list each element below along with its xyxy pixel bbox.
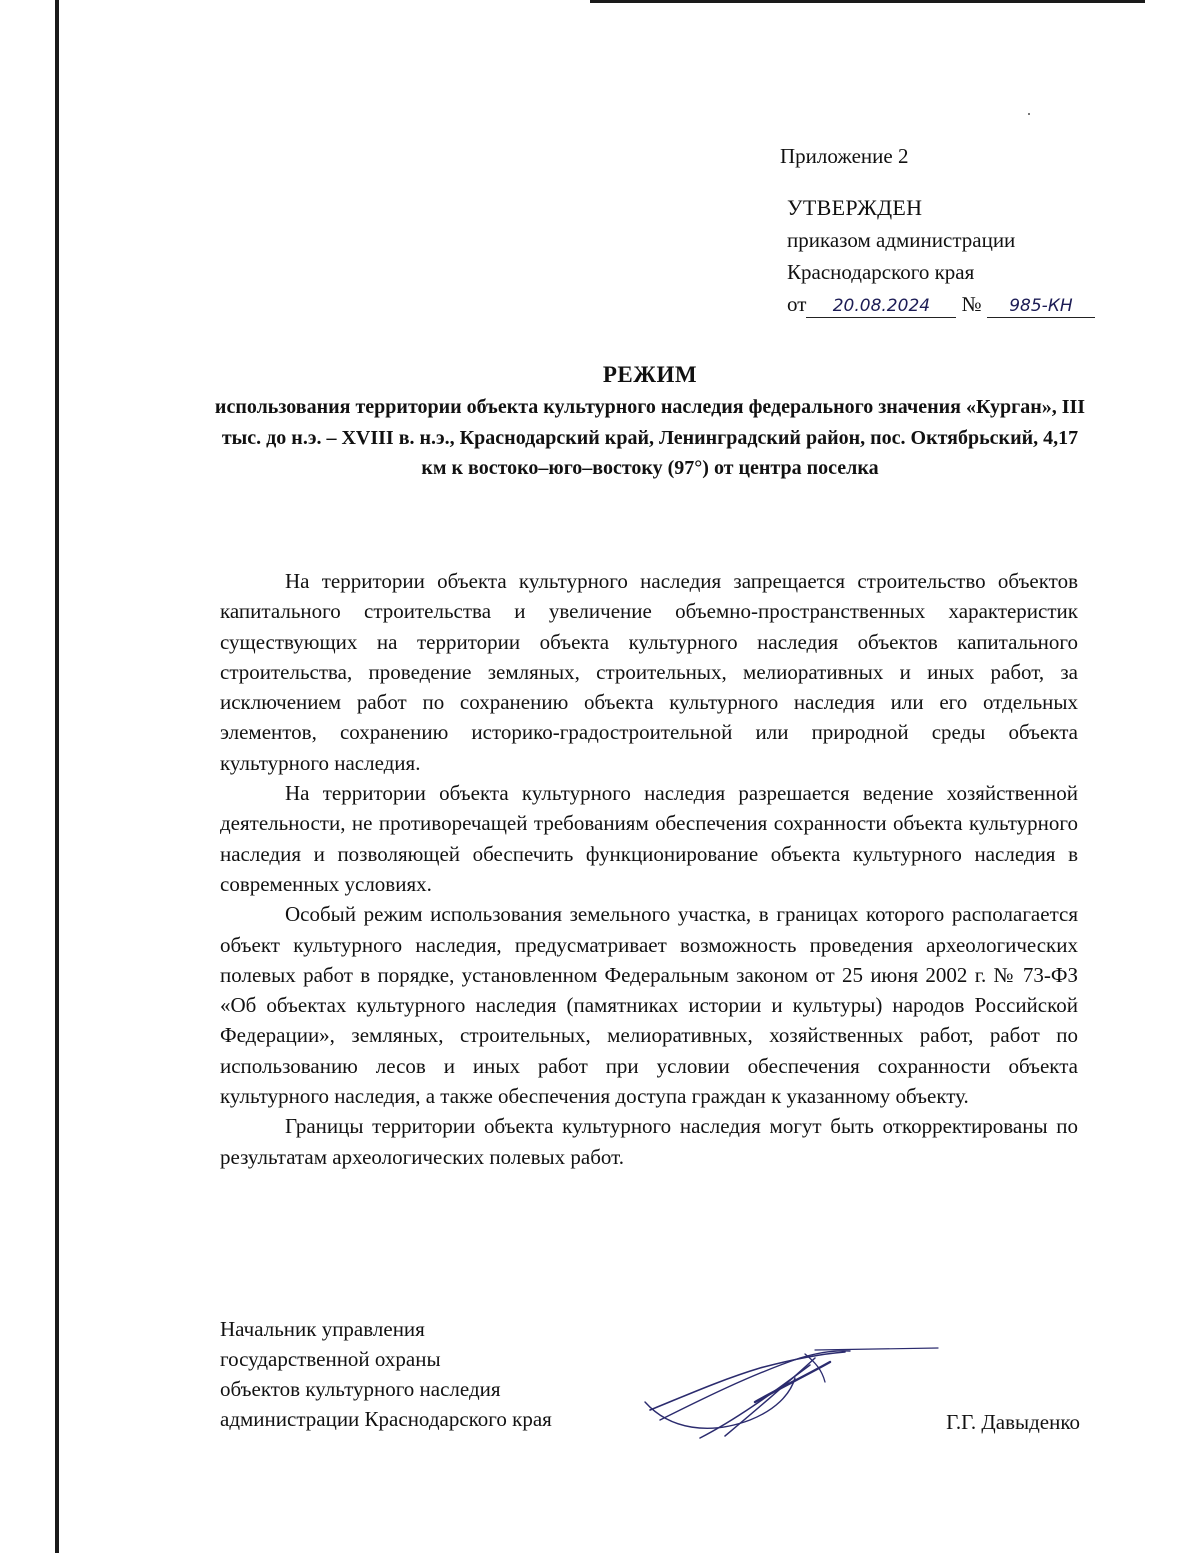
body-paragraph: На территории объекта культурного наследия разрешается ведение хозяйственной деятельности, не противоречащей требованиям обеспечения сохранности объекта культурного наследия и позволяющей обеспечить функционирование объекта культурного наследия в современных условиях. (220, 781, 1078, 896)
handwritten-number: 985-КН (987, 295, 1095, 318)
date-prefix: от (787, 292, 807, 316)
position-line: государственной охраны (220, 1347, 441, 1371)
position-line: объектов культурного наследия (220, 1377, 501, 1401)
document-title (210, 358, 1090, 484)
document-body (220, 566, 1078, 1172)
position-line: Начальник управления (220, 1317, 425, 1341)
approval-block (780, 140, 1117, 320)
scan-speck (1028, 113, 1030, 115)
body-paragraph: Особый режим использования земельного участка, в границах которого располагается объект культурного наследия, предусматривает возможность проведения археологических полевых работ в порядке, установленном Федеральным законом от 25 июня 2002 г. № 73-ФЗ «Об объектах культурного наследия (памятниках истории и культуры) народов Российской Федерации», земляных, строительных, мелиоративных, хозяйственных работ, работ по использованию лесов и иных работ при условии обеспечения сохранности объекта культурного наследия, а также обеспечения доступа граждан к указанному объекту. (220, 902, 1078, 1109)
scan-top-border (590, 0, 1145, 3)
approved-by-line1: приказом администрации (787, 228, 1016, 252)
signatory-name: Г.Г. Давыденко (946, 1410, 1080, 1434)
handwritten-date: 20.08.2024 (806, 295, 956, 318)
position-line: администрации Краснодарского края (220, 1407, 552, 1431)
title-heading: РЕЖИМ (602, 362, 698, 387)
signature-block (220, 1314, 1080, 1454)
title-subheading: использования территории объекта культурного наследия федерального значения «Курган», III тыс. до н.э. – XVIII в. н.э., Краснодарский край, Ленинградский район, пос. Октябрьский, 4,17 км к востоко–юго–востоку (97°) от центра поселка (214, 396, 1086, 479)
date-number-row (787, 288, 1117, 320)
body-paragraph: Границы территории объекта культурного наследия могут быть откорректированы по результатам археологических полевых работ. (220, 1114, 1078, 1169)
annex-label: Приложение 2 (780, 144, 909, 168)
body-paragraph: На территории объекта культурного наследия запрещается строительство объектов капитального строительства и увеличение объемно-пространственных характеристик существующих на территории объекта культурного наследия объектов капитального строительства, проведение земляных, строительных, мелиоративных и иных работ, за исключением работ по сохранению объекта культурного наследия или его отдельных элементов, сохранению историко-градостроительной или природной среды объекта культурного наследия. (220, 569, 1078, 775)
number-prefix: № (961, 292, 982, 316)
approved-stamp: УТВЕРЖДЕН (787, 195, 923, 220)
approved-by-line2: Краснодарского края (787, 260, 975, 284)
signatory-position (220, 1314, 640, 1434)
scan-left-border (55, 0, 59, 1553)
handwritten-signature (640, 1340, 940, 1440)
